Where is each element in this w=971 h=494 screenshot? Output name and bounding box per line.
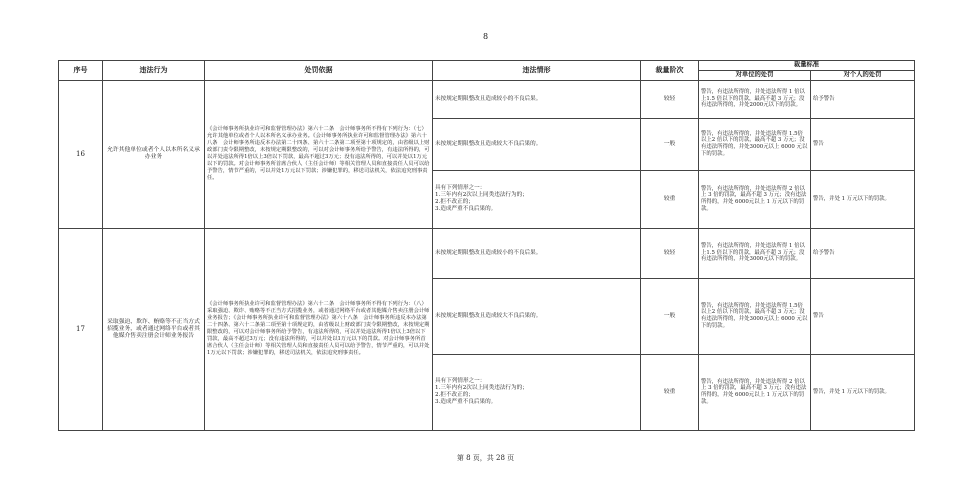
row-16-situation-2: 未按规定期限整改且造成较大不良后果的。 [433,118,641,170]
header-behavior: 违法行为 [103,61,205,81]
header-basis: 处罚依据 [205,61,433,81]
header-seq: 序号 [59,61,103,81]
row-16-level-1: 较轻 [641,80,699,118]
header-unit-penalty: 对单位的处罚 [699,70,811,80]
row-17-person-3: 警告，并处 1 万元以下的罚款。 [811,354,915,430]
header-situation: 违法情形 [433,61,641,81]
row-16-person-2: 警告 [811,118,915,170]
page-footer: 第 8 页，共 28 页 [456,454,515,462]
row-16-level-3: 较重 [641,170,699,228]
row-17-unit-1: 警告，有违法所得的，并处违法所得 1 倍以上1.5 倍以下的罚款，最高不超 3 万元；没有违法所得的，并处3000元以下的罚款。 [699,228,811,278]
row-16-basis: 《会计师事务所执业许可和监督管理办法》第六十二条 会计师事务所不得有下列行为：（七）允许其他单位或者个人以本所名义承办业务。《会计师事务所执业许可和监督管理办法》第六十八条 会计师事务所违反本办法第二十四条、第六十二条第二项至第十项规定的，由省级以上财政部门责令限期整改，未按规定期限整改的，可以对会计师事务所给予警告，有违法所得的，可以并处违法所得1倍以上3倍以下罚款，最高不超过3万元；没有违法所得的，可以并处以1万元以下的罚款。对会计师事务所首席合伙人（主任会计师）等相关管理人员和直接责任人员可以给予警告，情节严重的，可以并处1万元以下罚款；涉嫌犯罪的，移送司法机关，依法追究刑事责任。 [205,80,433,228]
row-17-person-2: 警告 [811,278,915,354]
row-17-seq: 17 [59,228,103,430]
row-17-situation-1: 未按规定期限整改且造成较小的不良后果。 [433,228,641,278]
row-16-unit-1: 警告，有违法所得的，并处违法所得 1 倍以上1.5 倍以下的罚款，最高不超 3 万元；没有违法所得的，并处2000元以下的罚款。 [699,80,811,118]
page-number-top: 8 [482,32,489,41]
row-17-situation-3: 具有下列情形之一： 1.三年内有2次以上同类违法行为的； 2.拒不改正的； 3.造成严重不良后果的。 [433,354,641,430]
header-level: 裁量阶次 [641,61,699,81]
row-17-behavior: 采取强迫、欺诈、贿赂等不正当方式招揽业务，或者通过网络平台或者其他媒介售卖注册会计师业务报告 [103,228,205,430]
row-16-unit-3: 警告，有违法所得的，并处违法所得 2 倍以上 3 倍的罚款，最高不超 3 万元；没有违法所得的，并处 6000元以上 1 万元以下的罚款。 [699,170,811,228]
row-16-situation-1: 未按规定期限整改且造成较小的不良后果。 [433,80,641,118]
penalty-table [58,60,915,431]
row-16-unit-2: 警告，有违法所得的，并处违法所得 1.5倍以上2 倍以下的罚款，最高不超 3 万元；没有违法所得的，并处3000元以上 6000 元以下的罚款。 [699,118,811,170]
header-person-penalty: 对个人的处罚 [811,70,915,80]
row-17-unit-3: 警告，有违法所得的，并处违法所得 2 倍以上 3 倍的罚款，最高不超 3 万元；没有违法所得的，并处 6000元以上 1 万元以下的罚款。 [699,354,811,430]
row-16-level-2: 一般 [641,118,699,170]
row-17-situation-2: 未按规定期限整改且造成较大不良后果的。 [433,278,641,354]
row-17-person-1: 给予警告 [811,228,915,278]
header-standard: 裁量标准 [699,61,915,71]
row-16-person-3: 警告，并处 1 万元以下的罚款。 [811,170,915,228]
row-16-behavior: 允许其他单位或者个人以本所名义承办业务 [103,80,205,228]
row-17-level-1: 较轻 [641,228,699,278]
row-17-unit-2: 警告，有违法所得的，并处违法所得 1.5倍以上2 倍以下的罚款，最高不超 3 万元；没有违法所得的，并处3000元以上 6000 元以下的罚款。 [699,278,811,354]
row-16-person-1: 给予警告 [811,80,915,118]
row-16-situation-3: 具有下列情形之一： 1.三年内有2次以上同类违法行为的； 2.拒不改正的； 3.造成严重不良后果的。 [433,170,641,228]
row-17-basis: 《会计师事务所执业许可和监督管理办法》第六十二条 会计师事务所不得有下列行为：（八）采取强迫、欺诈、贿赂等不正当方式招揽业务，或者通过网络平台或者其他媒介售卖注册会计师业务报告；《会计师事务所执业许可和监督管理办法》第六十八条 会计师事务所违反本办法第二十四条、第六十二条第二项至第十项规定的，由省级以上财政部门责令限期整改，未按规定期限整改的，可以对会计师事务所给予警告，有违法所得的，可以并处违法所得1倍以上3倍以下罚款，最高不超过3万元；没有违法所得的，可以并处以1万元以下的罚款。对会计师事务所首席合伙人（主任会计师）等相关管理人员和直接责任人员可以给予警告，情节严重的，可以并处1万元以下罚款；涉嫌犯罪的，移送司法机关，依法追究刑事责任。 [205,228,433,430]
row-17-level-2: 一般 [641,278,699,354]
row-17-level-3: 较重 [641,354,699,430]
row-16-seq: 16 [59,80,103,228]
